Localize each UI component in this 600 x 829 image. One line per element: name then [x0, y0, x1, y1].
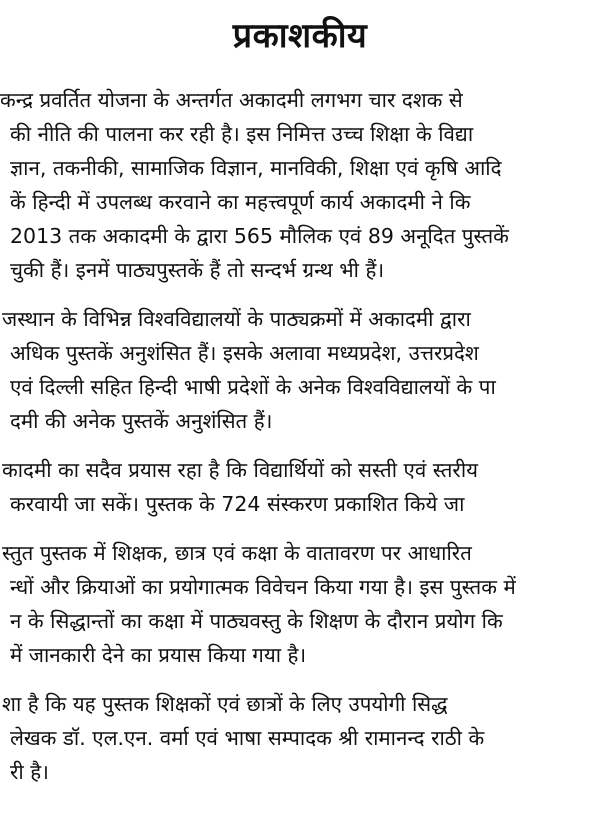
text-line: कादमी का सदैव प्रयास रहा है कि विद्यार्थियों को सस्ती एवं स्तरीय	[2, 458, 479, 482]
text-line: री है।	[10, 760, 49, 784]
text-line: अधिक पुस्तकें अनुशंसित हैं। इसके अलावा मध्यप्रदेश, उत्तरप्रदेश	[10, 341, 479, 365]
text-line: न के सिद्धान्तों का कक्षा में पाठ्यवस्तु के शिक्षण के दौरान प्रयोग कि	[10, 609, 503, 633]
text-line: में जानकारी देने का प्रयास किया गया है।	[10, 643, 307, 667]
text-line: स्तुत पुस्तक में शिक्षक, छात्र एवं कक्षा के वातावरण पर आधारित	[2, 541, 472, 565]
text-line: कन्द्र प्रवर्तित योजना के अन्तर्गत अकादमी लगभग चार दशक से	[0, 88, 463, 112]
text-line: एवं दिल्ली सहित हिन्दी भाषी प्रदेशों के अनेक विश्वविद्यालयों के पा	[10, 375, 496, 399]
text-line: कें हिन्दी में उपलब्ध करवाने का महत्त्वपूर्ण कार्य अकादमी ने कि	[10, 190, 471, 214]
page-title: प्रकाशकीय	[232, 16, 368, 56]
text-line: शा है कि यह पुस्तक शिक्षकों एवं छात्रों के लिए उपयोगी सिद्ध	[2, 692, 448, 716]
text-line: जस्थान के विभिन्न विश्वविद्यालयों के पाठ्यक्रमों में अकादमी द्वारा	[2, 307, 471, 331]
text-line: करवायी जा सकें। पुस्तक के 724 संस्करण प्रकाशित किये जा	[10, 492, 465, 516]
text-line: की नीति की पालना कर रही है। इस निमित्त उच्च शिक्षा के विद्या	[10, 122, 474, 146]
text-line: दमी की अनेक पुस्तकें अनुशंसित हैं।	[10, 409, 273, 433]
text-line: 2013 तक अकादमी के द्वारा 565 मौलिक एवं 89 अनूदित पुस्तकें	[10, 224, 509, 248]
text-line: ज्ञान, तकनीकी, सामाजिक विज्ञान, मानविकी, शिक्षा एवं कृषि आदि	[10, 156, 502, 180]
text-line: चुकी हैं। इनमें पाठ्यपुस्तकें हैं तो सन्दर्भ ग्रन्थ भी हैं।	[10, 258, 385, 282]
text-line: लेखक डॉ. एल.एन. वर्मा एवं भाषा सम्पादक श्री रामानन्द राठी के	[10, 726, 485, 750]
text-line: न्धों और क्रियाओं का प्रयोगात्मक विवेचन किया गया है। इस पुस्तक में	[10, 575, 516, 599]
